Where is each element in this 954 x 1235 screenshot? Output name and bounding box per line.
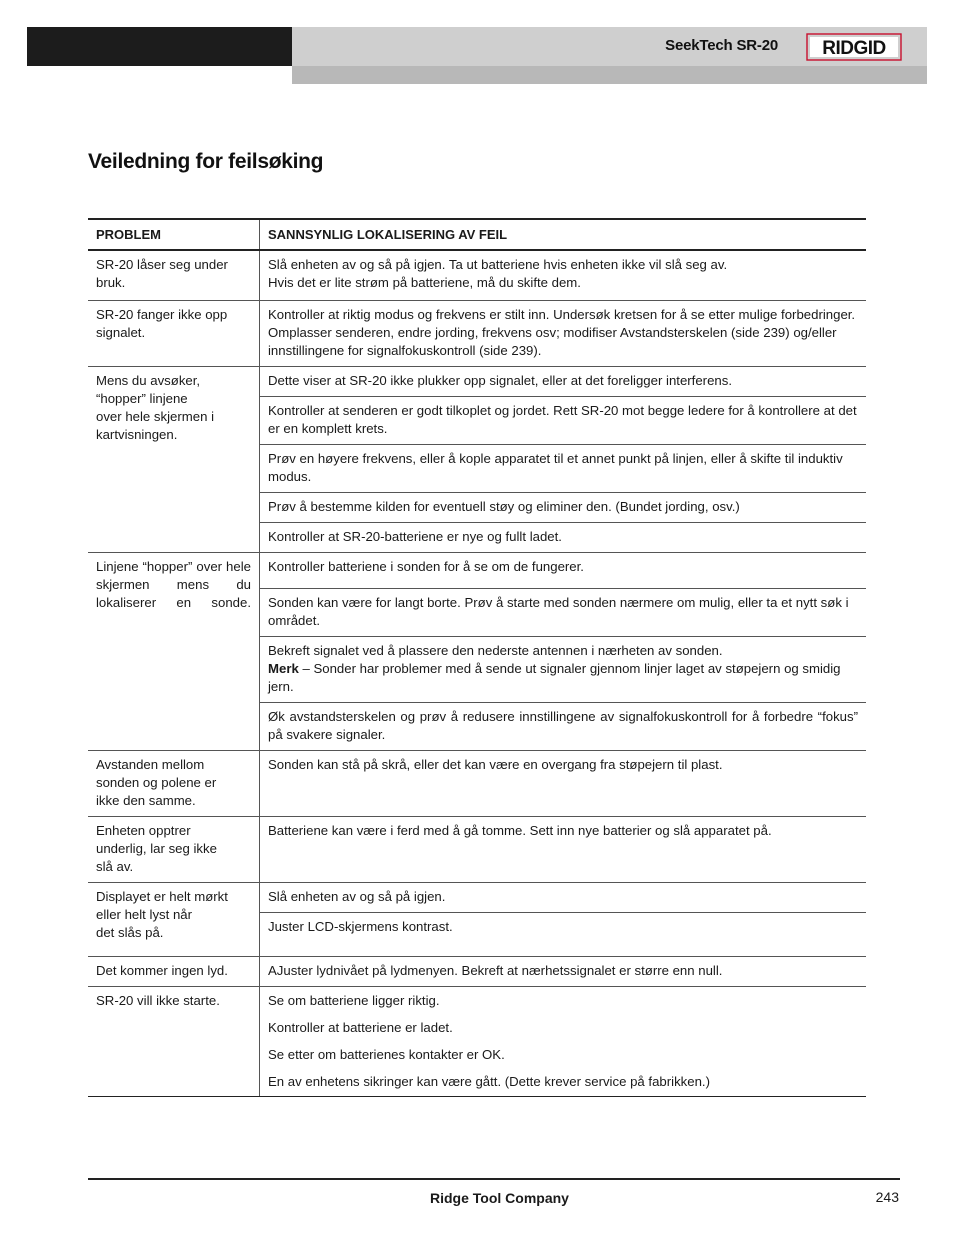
problem-cell (88, 817, 260, 883)
problem-cell: SR-20 fanger ikke opp signalet. (88, 301, 260, 367)
problem-cell: Det kommer ingen lyd. (88, 957, 260, 987)
problem-cell: Linjene “hopper” over hele skjermen mens du lokaliserer en sonde. (88, 553, 260, 751)
column-header-problem: PROBLEM (88, 219, 260, 250)
problem-text: det slås på. (96, 925, 164, 940)
table-row (88, 367, 866, 397)
problem-cell: SR-20 låser seg under bruk. (88, 250, 260, 301)
fault-cell (260, 637, 867, 703)
page-number: 243 (875, 1189, 899, 1205)
problem-cell: SR-20 vill ikke starte. (88, 987, 260, 1097)
fault-text: Bekreft signalet ved å plassere den nederste antennen i nærheten av sonden. (268, 643, 723, 658)
problem-text: sonden og polene er (96, 775, 217, 790)
problem-text: slå av. (96, 859, 134, 874)
problem-text: over hele skjermen i (96, 409, 215, 424)
fault-cell: Prøv å bestemme kilden for eventuell støy og eliminer den. (Bundet jording, osv.) (260, 493, 867, 523)
table-row (88, 553, 866, 589)
problem-text: Enheten opptrer (96, 823, 191, 838)
header-shadow-band (292, 66, 927, 84)
fault-cell: AJuster lydnivået på lydmenyen. Bekreft at nærhetssignalet er større enn null. (260, 957, 867, 987)
model-name: SeekTech SR-20 (665, 37, 778, 54)
troubleshooting-table (88, 218, 866, 1097)
problem-cell (88, 367, 260, 553)
fault-cell (260, 987, 867, 1097)
note-label: Merk (268, 661, 299, 676)
table-row (88, 301, 866, 367)
problem-text: ikke den samme. (96, 793, 196, 808)
page-title: Veiledning for feilsøking (88, 150, 324, 173)
table-row (88, 751, 866, 817)
problem-cell (88, 751, 260, 817)
fault-cell: Kontroller batteriene i sonden for å se om de fungerer. (260, 553, 867, 589)
svg-text:RIDGID: RIDGID (822, 38, 886, 59)
fault-cell: Sonden kan være for langt borte. Prøv å starte med sonden nærmere om mulig, eller ta et nytt søk i området. (260, 589, 867, 637)
fault-cell: Sonden kan stå på skrå, eller det kan være en overgang fra støpejern til plast. (260, 751, 867, 817)
problem-cell (88, 883, 260, 957)
fault-cell: Prøv en høyere frekvens, eller å kople apparatet til et annet punkt på linjen, eller å skifte til induktiv modus. (260, 445, 867, 493)
header-black-band (27, 27, 292, 66)
fault-cell (260, 250, 867, 301)
table-row (88, 883, 866, 913)
table-row (88, 250, 866, 301)
fault-cell: Øk avstandsterskelen og prøv å redusere innstillingene av signalfokuskontroll for å forbedre “fokus” på svakere signaler. (260, 703, 867, 751)
step-text: En av enhetens sikringer kan være gått. (Dette krever service på fabrikken.) (268, 1074, 710, 1089)
problem-text: eller helt lyst når (96, 907, 193, 922)
fault-text: Slå enheten av og så på igjen. Ta ut batteriene hvis enheten ikke vil slå seg av. (268, 257, 728, 272)
fault-cell: Batteriene kan være i ferd med å gå tomme. Sett inn nye batterier og slå apparatet på. (260, 817, 867, 883)
problem-text: “hopper” linjene (96, 391, 188, 406)
problem-text: Avstanden mellom (96, 757, 205, 772)
fault-cell: Kontroller at riktig modus og frekvens er stilt inn. Undersøk kretsen for å se etter mulige forbedringer. Omplasser senderen, endre jording, frekvens osv; modifiser Avstandsterskelen (side 239) og/eller innstillingene for signalfokuskontroll (side 239). (260, 301, 867, 367)
table-header-row (88, 219, 866, 250)
step-text: Se etter om batterienes kontakter er OK. (268, 1047, 505, 1062)
table-row (88, 957, 866, 987)
fault-cell: Dette viser at SR-20 ikke plukker opp signalet, eller at det foreligger interferens. (260, 367, 867, 397)
ridgid-logo (806, 33, 902, 61)
problem-text: Mens du avsøker, (96, 373, 201, 388)
problem-text: Displayet er helt mørkt (96, 889, 228, 904)
footer-rule (88, 1178, 900, 1180)
problem-text: underlig, lar seg ikke (96, 841, 217, 856)
step-text: Kontroller at batteriene er ladet. (268, 1020, 453, 1035)
footer-company: Ridge Tool Company (430, 1190, 569, 1206)
fault-cell: Juster LCD-skjermens kontrast. (260, 913, 867, 957)
fault-text: Hvis det er lite strøm på batteriene, må du skifte dem. (268, 275, 581, 290)
table-row (88, 817, 866, 883)
step-text: Se om batteriene ligger riktig. (268, 993, 440, 1008)
fault-cell: Kontroller at senderen er godt tilkoplet og jordet. Rett SR-20 mot begge ledere for å kontrollere at det er en komplett krets. (260, 397, 867, 445)
fault-cell: Kontroller at SR-20-batteriene er nye og fullt ladet. (260, 523, 867, 553)
note-text: – Sonder har problemer med å sende ut signaler gjennom linjer laget av støpejern og smidig jern. (268, 661, 841, 694)
table-row (88, 987, 866, 1097)
problem-text: kartvisningen. (96, 427, 178, 442)
column-header-fault: SANNSYNLIG LOKALISERING AV FEIL (260, 219, 867, 250)
fault-cell: Slå enheten av og så på igjen. (260, 883, 867, 913)
